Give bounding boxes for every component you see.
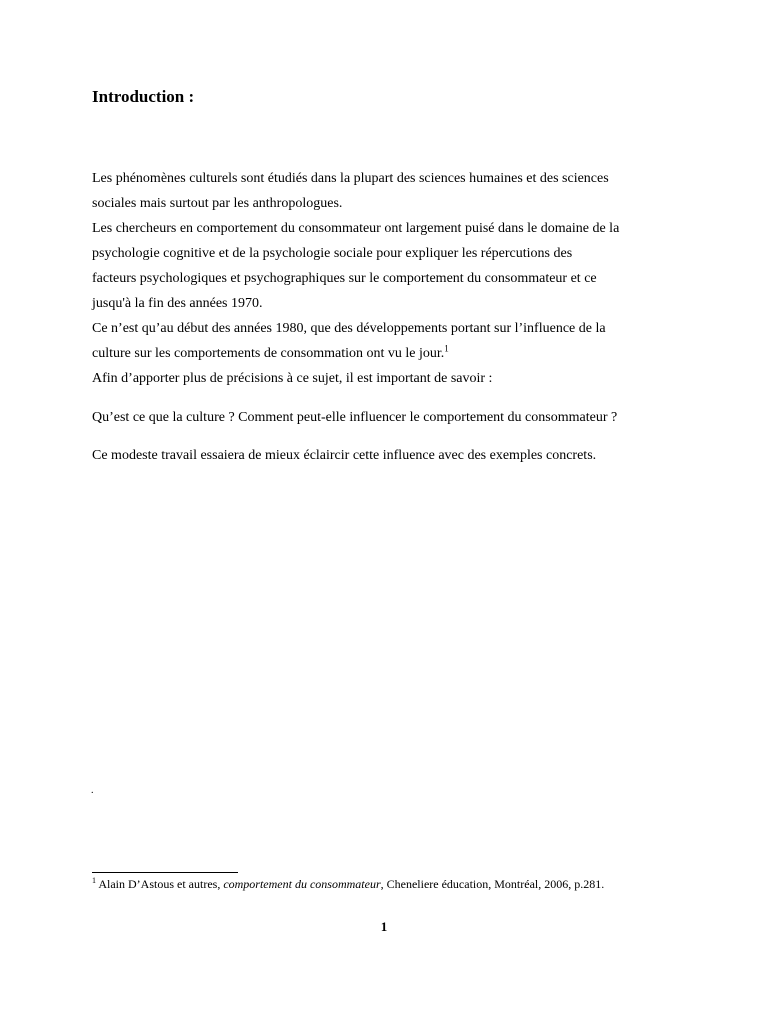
footnote xyxy=(92,876,604,892)
paragraph-line: jusqu'à la fin des années 1970. xyxy=(92,296,263,311)
paragraph-line: Les phénomènes culturels sont étudiés dans la plupart des sciences humaines et des sciences xyxy=(92,171,609,186)
footnote-details: , Cheneliere éducation, Montréal, 2006, p.281. xyxy=(380,877,605,891)
paragraph-line: sociales mais surtout par les anthropologues. xyxy=(92,196,343,211)
page-title: Introduction : xyxy=(92,87,195,106)
paragraph-line: Ce n’est qu’au début des années 1980, que des développements portant sur l’influence de la xyxy=(92,321,606,336)
footnote-author: Alain D’Astous et autres, xyxy=(96,877,224,891)
paragraph-line: Afin d’apporter plus de précisions à ce sujet, il est important de savoir : xyxy=(92,371,493,386)
paragraph-line: Les chercheurs en comportement du consommateur ont largement puisé dans le domaine de la xyxy=(92,221,620,236)
intro-paragraph xyxy=(92,166,692,391)
closing-sentence: Ce modeste travail essaiera de mieux éclaircir cette influence avec des exemples concrets. xyxy=(92,448,597,463)
footnote-number: 1 xyxy=(92,876,96,885)
paragraph-line-with-footnote xyxy=(92,341,692,366)
stray-mark: . xyxy=(91,785,94,796)
paragraph-line-text: culture sur les comportements de consommation ont vu le jour. xyxy=(92,346,445,361)
paragraph-line: facteurs psychologiques et psychographiques sur le comportement du consommateur et ce xyxy=(92,271,597,286)
footnote-book-title: comportement du consommateur xyxy=(223,877,381,891)
footnote-divider xyxy=(92,872,238,873)
page-number: 1 xyxy=(380,919,388,934)
paragraph-line: psychologie cognitive et de la psychologie sociale pour expliquer les répercutions des xyxy=(92,246,573,261)
research-question: Qu’est ce que la culture ? Comment peut-elle influencer le comportement du consommateur ? xyxy=(92,410,618,425)
footnote-reference: 1 xyxy=(444,343,449,354)
